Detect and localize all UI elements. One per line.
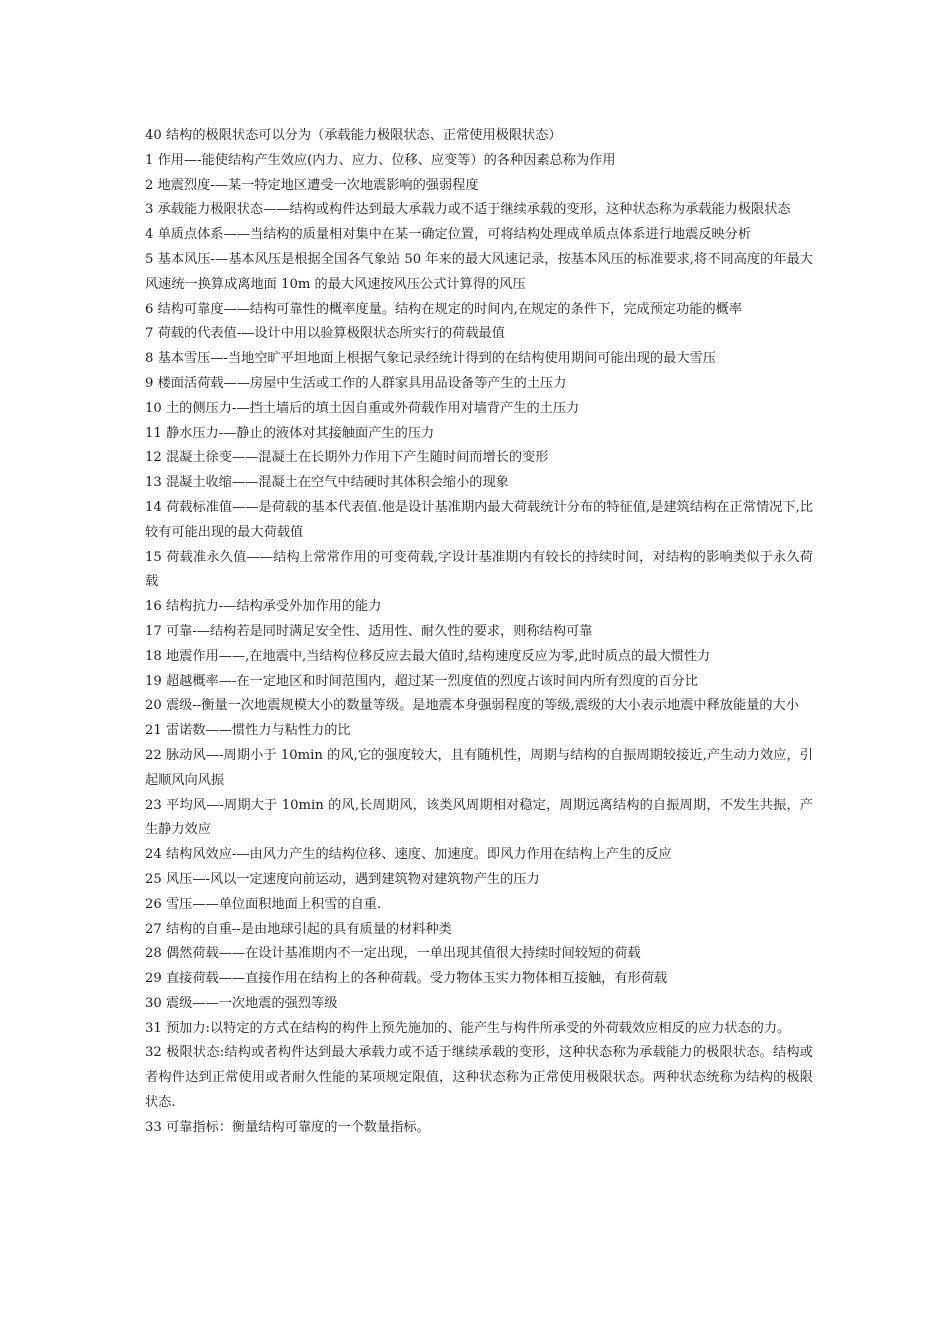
paragraph-7-representative-load: 7 荷载的代表值-—设计中用以验算极限状态所实行的荷载最值	[145, 326, 505, 342]
document-body	[145, 124, 813, 1141]
paragraph-12-concrete-creep: 12 混凝土徐变——混凝土在长期外力作用下产生随时间而增长的变形	[145, 450, 549, 466]
paragraph-20-magnitude: 20 震级--衡量一次地震规模大小的数量等级。是地震本身强弱程度的等级,震级的大小表示地震中释放能量的大小	[145, 698, 799, 714]
paragraph-24-wind-effect: 24 结构风效应-—由风力产生的结构位移、速度、加速度。即风力作用在结构上产生的反应	[145, 847, 672, 863]
paragraph-9-floor-live-load: 9 楼面活荷载——房屋中生活或工作的人群家具用品设备等产生的土压力	[145, 375, 567, 391]
paragraph-31-prestress: 31 预加力:以特定的方式在结构的构件上预先施加的、能产生与构件所承受的外荷载效应相反的应力状态的力。	[145, 1020, 791, 1036]
paragraph-limit-states-intro: 40 结构的极限状态可以分为（承载能力极限状态、正常使用极限状态）	[145, 128, 562, 143]
paragraph-10-lateral-earth-pressure: 10 土的侧压力-—挡土墙后的填土因自重或外荷载作用对墙背产生的土压力	[145, 400, 580, 416]
paragraph-14-characteristic-load: 14 荷载标准值——是荷载的基本代表值.他是设计基准期内最大荷载统计分布的特征值,是建筑结构在正常情况下,比较有可能出现的最大荷载值	[145, 499, 813, 540]
paragraph-30-magnitude: 30 震级——一次地震的强烈等级	[145, 995, 338, 1011]
paragraph-4-single-mass-system: 4 单质点体系——当结构的质量相对集中在某一确定位置，可将结构处理成单质点体系进行地震反映分析	[145, 227, 752, 243]
paragraph-33-reliability-index: 33 可靠指标：衡量结构可靠度的一个数量指标。	[145, 1119, 430, 1135]
paragraph-8-basic-snow-pressure: 8 基本雪压—-当地空旷平坦地面上根据气象记录经统计得到的在结构使用期间可能出现的最大雪压	[145, 351, 716, 367]
paragraph-2-seismic-intensity: 2 地震烈度-—某一特定地区遭受一次地震影响的强弱程度	[145, 177, 479, 193]
paragraph-17-reliable: 17 可靠-—结构若是同时满足安全性、适用性、耐久性的要求，则称结构可靠	[145, 623, 593, 639]
paragraph-27-self-weight: 27 结构的自重--是由地球引起的具有质量的材料种类	[145, 921, 452, 937]
paragraph-13-concrete-shrinkage: 13 混凝土收缩——混凝土在空气中结硬时其体积会缩小的现象	[145, 475, 509, 491]
paragraph-22-fluctuating-wind: 22 脉动风—-周期小于 10min 的风,它的强度较大，且有随机性，周期与结构的自振周期较接近,产生动力效应，引起顺风向风振	[145, 747, 813, 788]
paragraph-5-basic-wind-pressure: 5 基本风压-—基本风压是根据全国各气象站 50 年来的最大风速记录，按基本风压的标准要求,将不同高度的年最大风速统一换算成离地面 10m 的最大风速按风压公式计算得的风压	[145, 251, 813, 292]
paragraph-29-direct-load: 29 直接荷载——直接作用在结构上的各种荷载。受力物体玉实力物体相互接触，有形荷载	[145, 971, 668, 987]
paragraph-25-wind-pressure: 25 风压—-风以一定速度向前运动，遇到建筑物对建筑物产生的压力	[145, 871, 540, 887]
paragraph-3-ultimate-limit-state: 3 承载能力极限状态——结构或构件达到最大承载力或不适于继续承载的变形，这种状态称为承载能力极限状态	[145, 202, 791, 218]
paragraph-11-hydrostatic-pressure: 11 静水压力-—静止的液体对其接触面产生的压力	[145, 425, 435, 441]
paragraph-28-accidental-load: 28 偶然荷载——在设计基准期内不一定出现，一单出现其值很大持续时间较短的荷载	[145, 946, 641, 962]
paragraph-6-reliability-degree: 6 结构可靠度——结构可靠性的概率度量。结构在规定的时间内,在规定的条件下，完成预定功能的概率	[145, 301, 743, 317]
paragraph-15-quasi-permanent-load: 15 荷载准永久值——结构上常常作用的可变荷载,字设计基准期内有较长的持续时间，对结构的影响类似于永久荷载	[145, 549, 813, 590]
paragraph-19-exceedance-probability: 19 超越概率—-在一定地区和时间范围内，超过某一烈度值的烈度占该时间内所有烈度的百分比	[145, 673, 698, 689]
paragraph-16-structural-resistance: 16 结构抗力-—结构承受外加作用的能力	[145, 599, 382, 615]
paragraph-32-limit-state: 32 极限状态:结构或者构件达到最大承载力或不适于继续承载的变形，这种状态称为承载能力的极限状态。结构或者构件达到正常使用或者耐久性能的某项规定限值，这种状态称为正常使用极限状态。两种状态统称为结构的极限状态.	[145, 1045, 813, 1111]
paragraph-21-reynolds-number: 21 雷诺数——惯性力与粘性力的比	[145, 723, 351, 739]
paragraph-18-seismic-action: 18 地震作用——,在地震中,当结构位移反应去最大值时,结构速度反应为零,此时质点的最大惯性力	[145, 648, 711, 664]
paragraph-26-snow-pressure: 26 雪压——单位面积地面上积雪的自重.	[145, 896, 382, 912]
paragraph-23-mean-wind: 23 平均风—-周期大于 10min 的风,长周期风，该类风周期相对稳定，周期远离结构的自振周期，不发生共振，产生静力效应	[145, 797, 813, 838]
paragraph-1-action: 1 作用—-能使结构产生效应(内力、应力、位移、应变等）的各种因素总称为作用	[145, 152, 616, 168]
